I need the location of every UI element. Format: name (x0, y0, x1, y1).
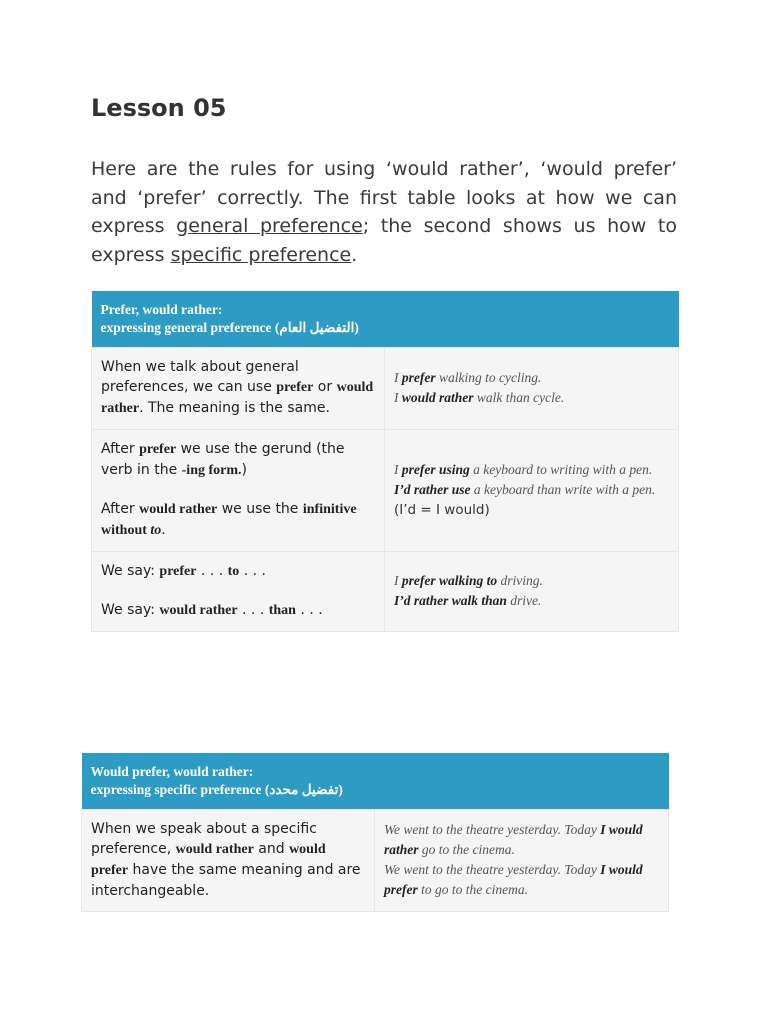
example-keyword: prefer using (401, 462, 470, 477)
table-header-row (92, 291, 679, 347)
rule-line (101, 600, 375, 621)
specific-preference-link[interactable]: specific preference (170, 243, 352, 266)
example-line (384, 860, 659, 900)
rule-cell (82, 809, 375, 911)
table-header-subtitle: expressing general preference (التفضيل العام) (100, 319, 359, 335)
example-text: to go to the cinema. (417, 882, 528, 897)
example-cell (385, 347, 679, 429)
rule-text: . . . (295, 602, 323, 618)
example-text: walk than cycle. (473, 390, 565, 405)
rule-text: . (161, 522, 166, 538)
rule-text: or (313, 379, 337, 395)
keyword: prefer (159, 564, 197, 579)
example-text: drive. (506, 593, 542, 608)
rule-text: We say: (101, 563, 160, 579)
table-row (82, 809, 669, 911)
example-keyword: I’d rather use (394, 482, 471, 497)
example-text: driving. (497, 573, 543, 588)
table-header-row (82, 753, 669, 809)
example-text: a keyboard than write with a pen. (470, 482, 656, 497)
example-cell (375, 809, 669, 911)
table-header-subtitle: expressing specific preference (تفضيل محدد) (90, 781, 343, 797)
rule-text: After (101, 441, 140, 457)
keyword: would prefer (91, 842, 326, 878)
example-keyword: prefer walking to (401, 573, 498, 588)
example-line (384, 820, 659, 860)
example-keyword: I’d rather walk than (394, 593, 507, 608)
general-preference-table (91, 291, 679, 632)
rule-paragraph (101, 499, 375, 541)
example-text: I (394, 462, 402, 477)
keyword: prefer (276, 380, 314, 395)
example-keyword: prefer (401, 370, 436, 385)
intro-text: Here are the rules for using ‘would rather’, ‘would prefer’ and ‘prefer’ correctly. The first table looks at how we can express (91, 158, 677, 237)
table-row (92, 429, 679, 551)
example-text: We went to the theatre yesterday. Today (384, 862, 601, 877)
example-line (394, 460, 669, 480)
example-text: We went to the theatre yesterday. Today (384, 822, 601, 837)
rule-text: . . . (196, 563, 228, 579)
table-header (82, 753, 669, 809)
intro-paragraph (91, 155, 677, 269)
keyword: would rather (101, 380, 374, 416)
rule-text: ) (241, 462, 247, 478)
intro-text: . (351, 243, 358, 266)
rule-text: . . . (237, 602, 269, 618)
paragraph-gap (101, 481, 375, 499)
keyword: prefer (139, 442, 177, 457)
paragraph-gap (101, 582, 375, 600)
example-text: walking to cycling. (435, 370, 542, 385)
intro-text: ; the second shows us how to express (91, 215, 677, 266)
keyword: would rather (159, 603, 238, 618)
example-line (394, 591, 669, 611)
example-cell (385, 551, 679, 631)
table-row (92, 347, 679, 429)
rule-line (101, 561, 375, 582)
table-header-title: Prefer, would rather: (100, 301, 223, 317)
keyword: infinitive without (101, 502, 357, 538)
example-text: I (394, 370, 402, 385)
rule-text: When we talk about general preferences, we can use (101, 359, 299, 395)
general-preference-link[interactable]: general preference (176, 215, 363, 237)
rule-text: . . . (239, 563, 266, 579)
example-line (394, 480, 669, 500)
rule-text: We say: (101, 602, 160, 618)
keyword: than (268, 603, 296, 618)
page-title: Lesson 05 (91, 94, 227, 122)
keyword: -ing form. (181, 463, 242, 478)
rule-text: we use the (217, 501, 303, 517)
example-line (394, 571, 669, 591)
rule-paragraph (101, 439, 375, 481)
example-note: (I’d = I would) (394, 502, 490, 518)
keyword: would rather (139, 502, 218, 517)
example-text: I (394, 390, 402, 405)
keyword: to (150, 523, 162, 538)
example-line (394, 388, 669, 408)
keyword: would rather (175, 842, 254, 857)
keyword: to (227, 564, 240, 579)
rule-text: . The meaning is the same. (139, 400, 330, 416)
example-cell (385, 429, 679, 551)
table-header-title: Would prefer, would rather: (90, 763, 254, 779)
example-text: go to the cinema. (418, 842, 515, 857)
example-line (394, 368, 669, 388)
rule-text: After (101, 501, 140, 517)
example-keyword: I would rather (384, 822, 643, 857)
rule-text: we use the gerund (the verb in the (101, 441, 345, 478)
rule-cell (92, 347, 385, 429)
rule-cell (92, 551, 385, 631)
specific-preference-table (81, 753, 669, 912)
example-text: a keyboard to writing with a pen. (469, 462, 653, 477)
example-text: I (394, 573, 402, 588)
example-keyword: would rather (401, 390, 474, 405)
table-row (92, 551, 679, 631)
rule-text: have the same meaning and are interchangeable. (91, 862, 361, 899)
rule-text: When we speak about a specific preference, (91, 821, 317, 857)
rule-text: and (253, 841, 290, 857)
rule-cell (92, 429, 385, 551)
example-keyword: I would prefer (384, 862, 643, 897)
table-header (92, 291, 679, 347)
